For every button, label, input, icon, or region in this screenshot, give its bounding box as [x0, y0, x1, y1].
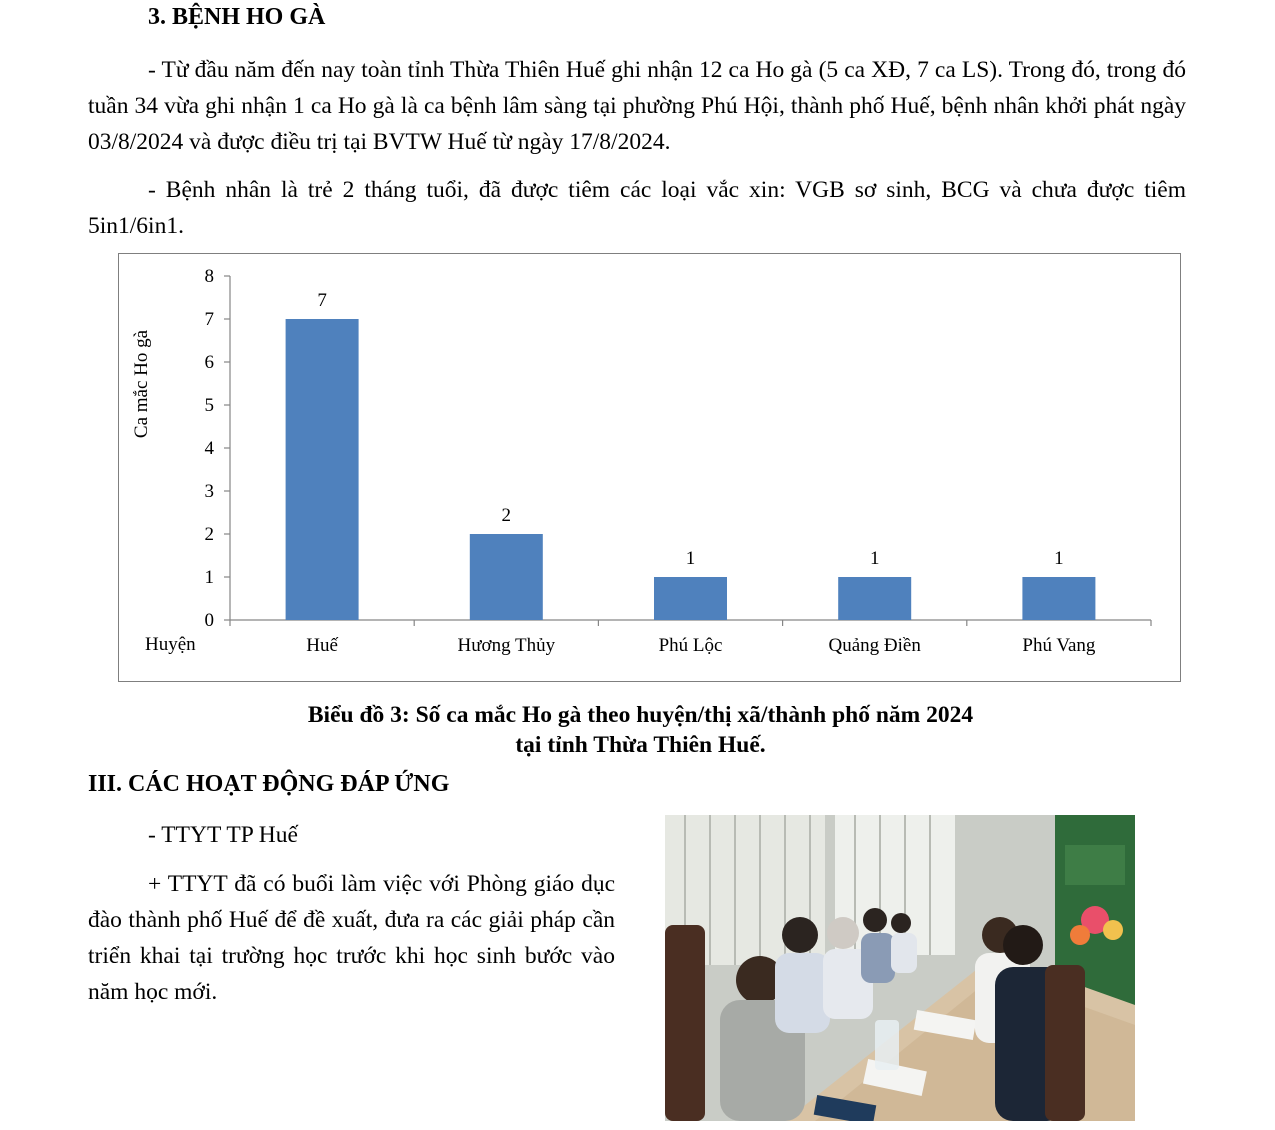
bar-value-label: 1: [869, 548, 880, 569]
bar-value-label: 1: [685, 548, 696, 569]
y-tick-label: 4: [204, 438, 214, 459]
bar-value-label: 1: [1054, 548, 1064, 569]
x-category-label: Hương Thủy: [457, 635, 556, 656]
y-tick-label: 5: [204, 395, 214, 416]
chart-frame: [118, 253, 1181, 682]
meeting-photo: [665, 815, 1135, 1121]
bar: [286, 319, 359, 620]
chart-caption-line1: Biểu đồ 3: Số ca mắc Ho gà theo huyện/thị xã/thành phố năm 2024: [307, 702, 974, 728]
chart-caption-line2: tại tỉnh Thừa Thiên Huế.: [515, 732, 766, 758]
x-axis-label: Huyện: [145, 634, 196, 655]
bar-value-label: 7: [317, 290, 327, 311]
y-axis-label: Ca mắc Ho gà: [131, 329, 152, 439]
bar: [654, 577, 727, 620]
y-tick-label: 6: [204, 352, 214, 373]
activity-item-ttyt: - TTYT TP Huế: [148, 822, 298, 848]
x-category-label: Quảng Điền: [828, 635, 921, 656]
y-tick-label: 7: [204, 309, 214, 330]
paragraph-case-summary: - Từ đầu năm đến nay toàn tỉnh Thừa Thiên Huế ghi nhận 12 ca Ho gà (5 ca XĐ, 7 ca LS). Trong đó, trong đó tuần 34 vừa ghi nhận 1 ca Ho gà là ca bệnh lâm sàng tại phường Phú Hội, thành phố Huế, bệnh nhân khởi phát ngày 03/8/2024 và được điều trị tại BVTW Huế từ ngày 17/8/2024.: [88, 57, 1186, 155]
y-tick-label: 2: [204, 524, 214, 545]
x-category-label: Phú Vang: [1022, 635, 1096, 656]
y-tick-label: 3: [204, 481, 214, 502]
y-tick-label: 0: [204, 610, 214, 631]
y-tick-label: 8: [204, 266, 214, 287]
bar: [838, 577, 911, 620]
activity-detail: + TTYT đã có buổi làm việc với Phòng giáo dục đào thành phố Huế để đề xuất, đưa ra các giải pháp cần triển khai tại trường học trước khi học sinh bước vào năm học mới.: [88, 871, 615, 1005]
bar-chart: [119, 254, 1179, 680]
activities-heading: III. CÁC HOẠT ĐỘNG ĐÁP ỨNG: [88, 771, 450, 797]
y-tick-label: 1: [204, 567, 214, 588]
x-category-label: Phú Lộc: [658, 635, 723, 656]
x-category-label: Huế: [306, 635, 338, 656]
paragraph-patient-info: - Bệnh nhân là trẻ 2 tháng tuổi, đã được tiêm các loại vắc xin: VGB sơ sinh, BCG và chưa được tiêm 5in1/6in1.: [88, 177, 1186, 239]
bar: [470, 534, 543, 620]
bar-value-label: 2: [501, 505, 512, 526]
section-title: 3. BỆNH HO GÀ: [148, 4, 326, 30]
bar: [1022, 577, 1095, 620]
